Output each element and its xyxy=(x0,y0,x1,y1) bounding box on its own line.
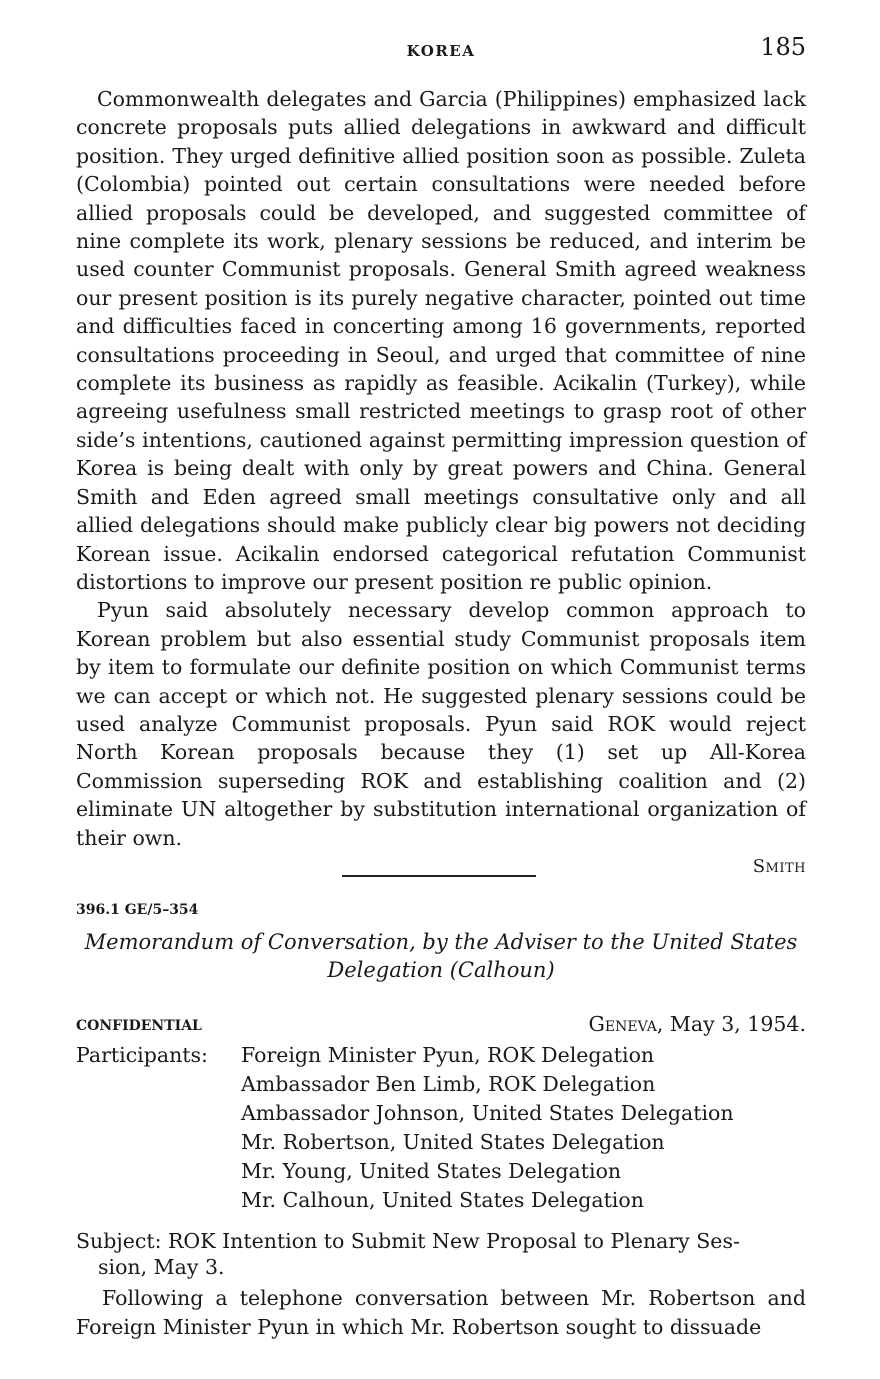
file-number: 396.1 GE/5–354 xyxy=(76,902,199,918)
place: Geneva xyxy=(588,1012,657,1036)
subject-block xyxy=(76,1228,806,1280)
memo-title-line: Delegation (Calhoun) xyxy=(327,958,555,982)
subject-continuation: sion, May 3. xyxy=(98,1255,225,1279)
subject-text: ROK Intention to Submit New Proposal to Plenary Ses- xyxy=(161,1229,740,1253)
page-header xyxy=(76,33,806,67)
participant-item: Ambassador Johnson, United States Delegation xyxy=(241,1101,734,1125)
classification-label: CONFIDENTIAL xyxy=(76,1018,202,1034)
participant-item: Mr. Robertson, United States Delegation xyxy=(241,1130,665,1154)
memo-title xyxy=(76,928,806,984)
subject-label: Subject: xyxy=(76,1229,162,1253)
telegram-body xyxy=(76,85,806,881)
participant-item: Foreign Minister Pyun, ROK Delegation xyxy=(241,1043,655,1067)
running-head: KOREA xyxy=(406,42,476,60)
memo-meta-row xyxy=(76,1012,806,1040)
participants-list xyxy=(241,1041,734,1215)
signature: Smith xyxy=(752,855,806,877)
body-paragraph: Pyun said absolutely necessary develop common approach to Korean problem but also essential study Communist proposals item by item to formulate our definite position on which Communist terms we can accept or which not. He suggested plenary sessions could be used analyze Communist proposals. Pyun said ROK would reject North Korean proposals because they (1) set up All-Korea Commission superseding ROK and establishing coalition and (2) eliminate UN altogether by substitution international organization of their own. xyxy=(76,598,806,850)
section-divider xyxy=(342,875,536,877)
place-date xyxy=(589,1012,806,1036)
participant-item: Mr. Young, United States Delegation xyxy=(241,1159,622,1183)
closing-paragraph: Following a telephone conversation between Mr. Robertson and Foreign Minister Pyun in which Mr. Robertson sought to dissuade xyxy=(76,1286,806,1339)
participant-item: Ambassador Ben Limb, ROK Delegation xyxy=(241,1072,656,1096)
body-paragraph: Commonwealth delegates and Garcia (Philippines) emphasized lack concrete proposals puts allied delegations in awkward and difficult position. They urged definitive allied position soon as possible. Zuleta (Colombia) pointed out certain consultations were needed before allied proposals could be developed, and suggested committee of nine complete its work, plenary sessions be reduced, and interim be used counter Communist proposals. General Smith agreed weakness our present position is its purely negative character, pointed out time and difficulties faced in concerting among 16 governments, reported consultations proceeding in Seoul, and urged that committee of nine complete its business as rapidly as feasible. Acikalin (Turkey), while agreeing usefulness small restricted meetings to grasp root of other side’s intentions, cautioned against permitting impression question of Korea is being dealt with only by great powers and China. General Smith and Eden agreed small meetings consultative only and all allied delegations should make publicly clear big powers not deciding Korean issue. Acikalin endorsed categorical refutation Communist distortions to improve our present position re public opinion. xyxy=(76,87,806,594)
participants-label: Participants: xyxy=(76,1043,208,1067)
closing-block xyxy=(76,1284,806,1341)
memo-title-line: Memorandum of Conversation, by the Adviser to the United States xyxy=(84,930,798,954)
page-number: 185 xyxy=(760,33,806,61)
date: , May 3, 1954. xyxy=(656,1012,806,1036)
participant-item: Mr. Calhoun, United States Delegation xyxy=(241,1188,644,1212)
